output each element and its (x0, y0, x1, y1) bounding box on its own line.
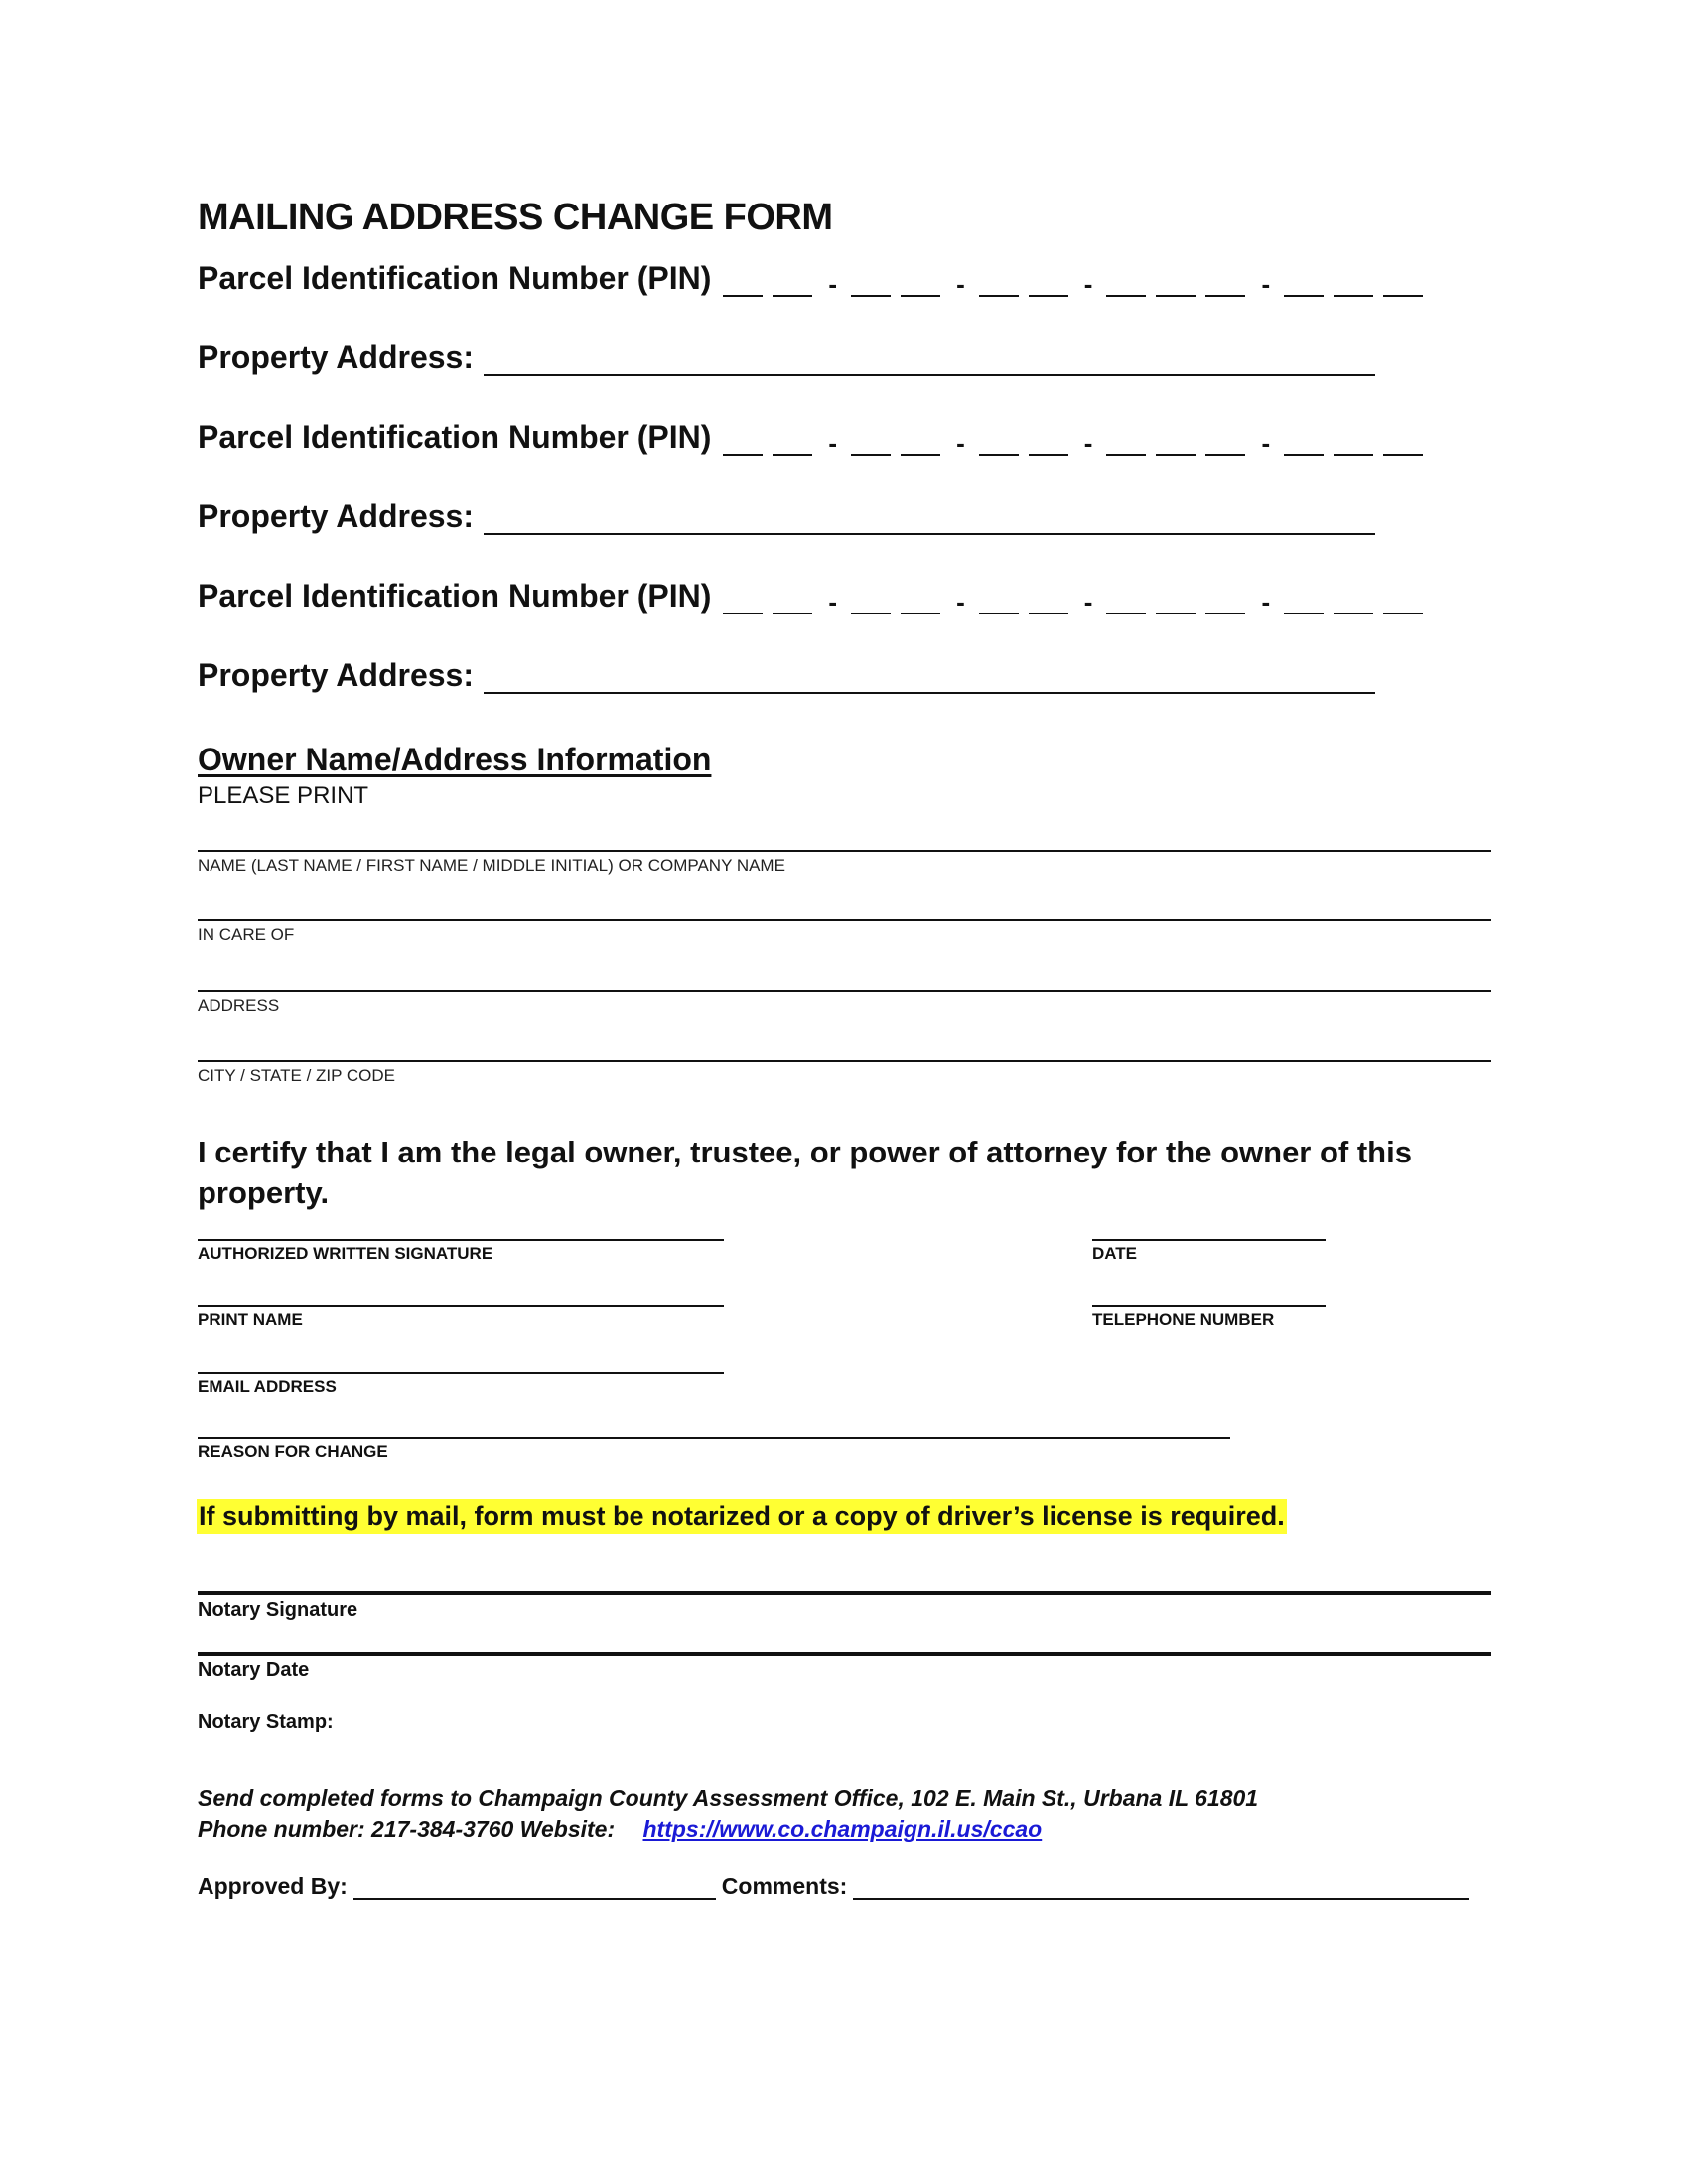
signature-field[interactable] (198, 1239, 724, 1241)
pin-blank[interactable] (979, 269, 1019, 297)
pin-dash: - (828, 587, 838, 616)
pin-blank[interactable] (1284, 587, 1324, 614)
pin-blank[interactable] (979, 587, 1019, 614)
pin-dash: - (1083, 269, 1093, 299)
pin-blank[interactable] (901, 587, 940, 614)
pin-blank[interactable] (1334, 587, 1373, 614)
pin-blank[interactable] (773, 269, 812, 297)
telephone-field[interactable] (1092, 1305, 1326, 1307)
pin-blank[interactable] (773, 587, 812, 614)
pin-row (198, 419, 1433, 456)
pin-row (198, 578, 1433, 614)
pin-blank[interactable] (723, 269, 763, 297)
owner-section-heading: Owner Name/Address Information (198, 742, 712, 777)
pin-blank[interactable] (1334, 269, 1373, 297)
notary-stamp-label: Notary Stamp: (198, 1711, 334, 1733)
reason-label: REASON FOR CHANGE (198, 1442, 388, 1461)
website-link[interactable]: https://www.co.champaign.il.us/ccao (642, 1816, 1043, 1842)
approval-row (198, 1873, 1475, 1900)
page-title: MAILING ADDRESS CHANGE FORM (198, 197, 833, 238)
pin-blank[interactable] (1205, 269, 1245, 297)
pin-dash: - (956, 587, 965, 616)
notary-signature-field[interactable] (198, 1591, 1491, 1595)
telephone-label: TELEPHONE NUMBER (1092, 1310, 1275, 1329)
pin-blank[interactable] (1106, 428, 1146, 456)
reason-field[interactable] (198, 1437, 1230, 1439)
pin-dash: - (1261, 587, 1271, 616)
pin-blank[interactable] (1205, 587, 1245, 614)
pin-blank[interactable] (1205, 428, 1245, 456)
pin-blank[interactable] (979, 428, 1019, 456)
mail-notice: If submitting by mail, form must be notarized or a copy of driver’s license is required. (197, 1499, 1287, 1534)
date-label: DATE (1092, 1244, 1138, 1263)
pin-blank[interactable] (1284, 428, 1324, 456)
pin-blank[interactable] (851, 428, 891, 456)
name-field[interactable] (198, 850, 1491, 852)
pin-blank[interactable] (1156, 428, 1196, 456)
pin-label: Parcel Identification Number (PIN) (198, 419, 712, 455)
approved-by-label: Approved By: (198, 1873, 348, 1899)
contact-line (198, 1816, 1042, 1843)
pin-blank[interactable] (851, 587, 891, 614)
pin-blank[interactable] (901, 428, 940, 456)
pin-label: Parcel Identification Number (PIN) (198, 260, 712, 296)
email-field[interactable] (198, 1372, 724, 1374)
pin-blank[interactable] (1029, 269, 1068, 297)
property-address-label: Property Address: (198, 340, 474, 375)
notary-date-field[interactable] (198, 1652, 1491, 1656)
pin-blank[interactable] (1106, 269, 1146, 297)
pin-dash: - (828, 269, 838, 299)
please-print-note: PLEASE PRINT (198, 782, 369, 809)
in-care-of-field[interactable] (198, 919, 1491, 921)
send-instructions: Send completed forms to Champaign County Assessment Office, 102 E. Main St., Urbana IL 61801 (198, 1785, 1259, 1811)
comments-label: Comments: (721, 1873, 848, 1899)
pin-blank[interactable] (1029, 428, 1068, 456)
pin-dash: - (956, 269, 965, 299)
print-name-label: PRINT NAME (198, 1310, 303, 1329)
phone-text: Phone number: 217-384-3760 Website: (198, 1816, 616, 1842)
property-address-field[interactable] (484, 505, 1375, 535)
pin-blank[interactable] (901, 269, 940, 297)
pin-dash: - (1261, 428, 1271, 458)
notary-signature-label: Notary Signature (198, 1599, 358, 1621)
pin-dash: - (1083, 428, 1093, 458)
pin-blank[interactable] (723, 587, 763, 614)
property-address-field[interactable] (484, 346, 1375, 376)
pin-dash: - (828, 428, 838, 458)
pin-blank[interactable] (1156, 587, 1196, 614)
property-address-row (198, 498, 1375, 535)
approved-by-field[interactable] (353, 1876, 716, 1900)
property-address-row (198, 340, 1375, 376)
address-field[interactable] (198, 990, 1491, 992)
pin-blank[interactable] (773, 428, 812, 456)
property-address-field[interactable] (484, 664, 1375, 694)
email-label: EMAIL ADDRESS (198, 1377, 337, 1396)
property-address-row (198, 657, 1375, 694)
date-field[interactable] (1092, 1239, 1326, 1241)
print-name-field[interactable] (198, 1305, 724, 1307)
pin-blank[interactable] (1383, 587, 1423, 614)
pin-blank[interactable] (723, 428, 763, 456)
pin-dash: - (1083, 587, 1093, 616)
notary-date-label: Notary Date (198, 1659, 310, 1681)
address-label: ADDRESS (198, 996, 280, 1015)
city-state-zip-label: CITY / STATE / ZIP CODE (198, 1066, 395, 1085)
in-care-of-label: IN CARE OF (198, 925, 295, 944)
pin-dash: - (956, 428, 965, 458)
comments-field[interactable] (853, 1876, 1469, 1900)
certification-statement: I certify that I am the legal owner, trustee, or power of attorney for the owner of this property. (198, 1135, 1412, 1210)
property-address-label: Property Address: (198, 498, 474, 534)
pin-blank[interactable] (1156, 269, 1196, 297)
pin-row (198, 260, 1433, 297)
city-state-zip-field[interactable] (198, 1060, 1491, 1062)
pin-blank[interactable] (1106, 587, 1146, 614)
pin-blank[interactable] (1383, 269, 1423, 297)
pin-blank[interactable] (1284, 269, 1324, 297)
name-field-label: NAME (LAST NAME / FIRST NAME / MIDDLE INITIAL) OR COMPANY NAME (198, 856, 785, 875)
pin-label: Parcel Identification Number (PIN) (198, 578, 712, 614)
signature-label: AUTHORIZED WRITTEN SIGNATURE (198, 1244, 493, 1263)
property-address-label: Property Address: (198, 657, 474, 693)
pin-blank[interactable] (851, 269, 891, 297)
pin-blank[interactable] (1334, 428, 1373, 456)
pin-blank[interactable] (1383, 428, 1423, 456)
pin-blank[interactable] (1029, 587, 1068, 614)
pin-dash: - (1261, 269, 1271, 299)
